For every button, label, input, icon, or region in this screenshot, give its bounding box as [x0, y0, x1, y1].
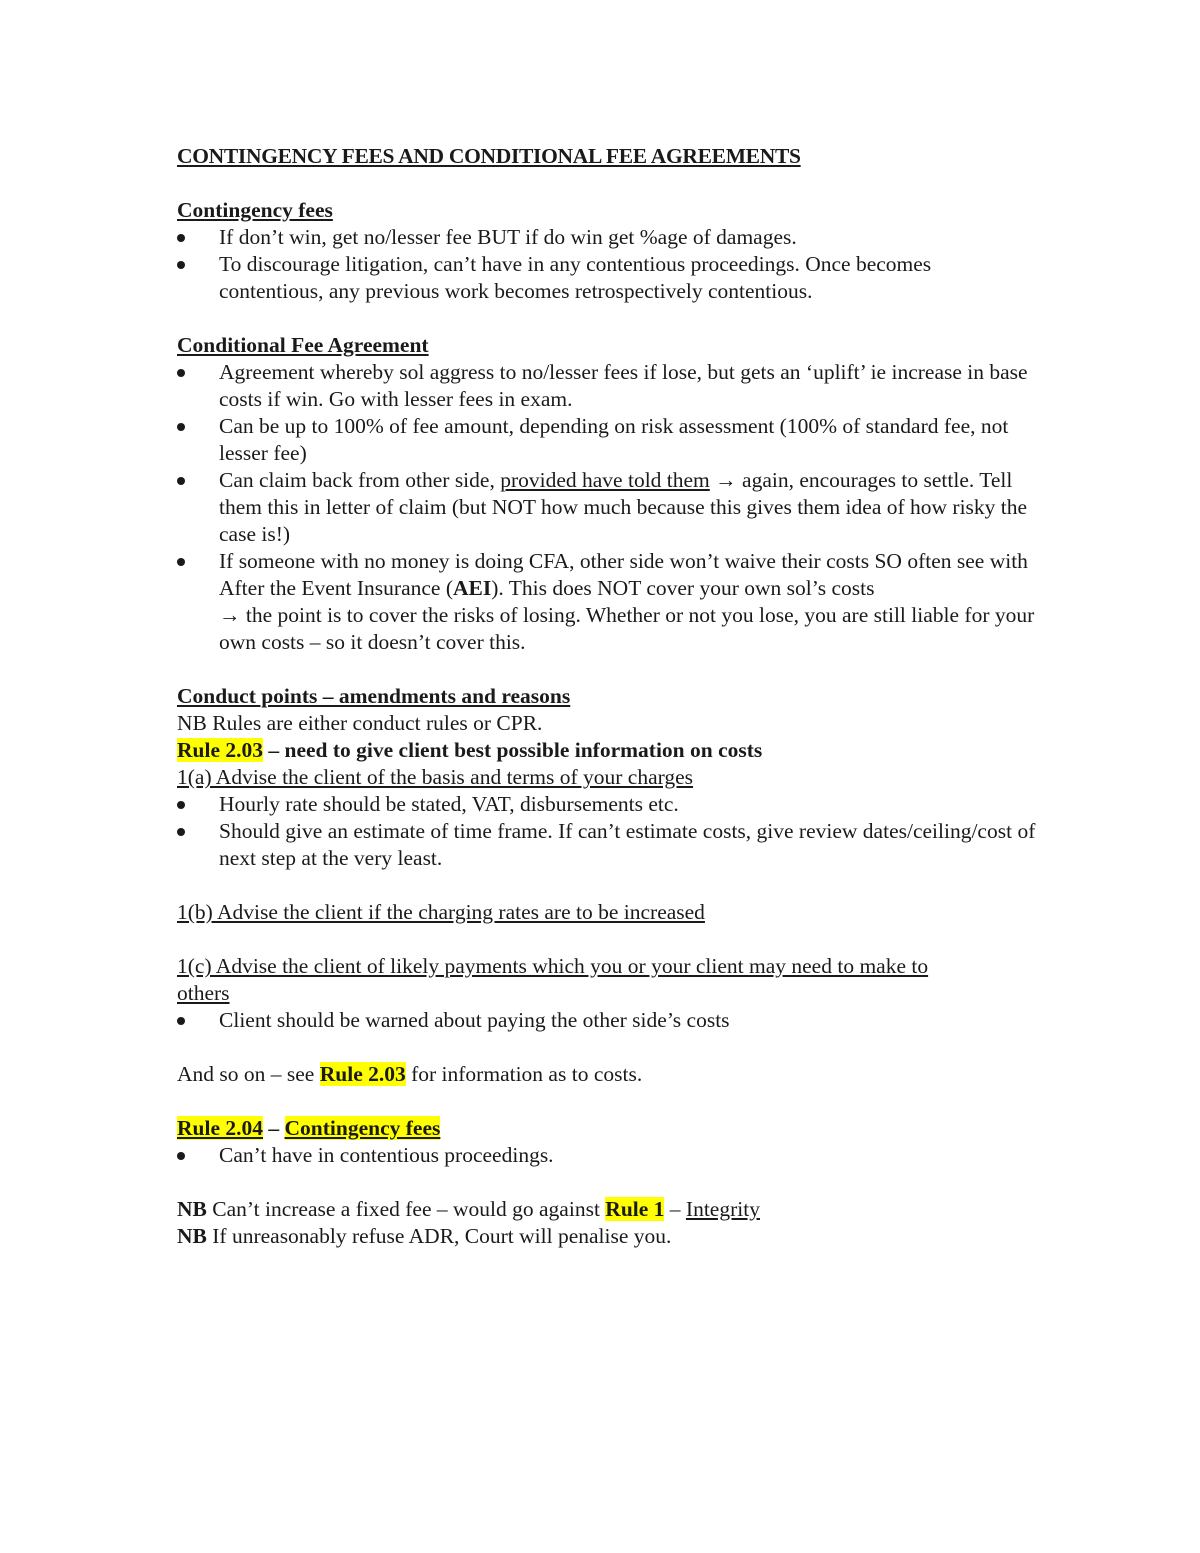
nb-label: NB	[177, 1224, 207, 1248]
text-span: the point is to cover the risks of losing. Whether or not you lose, you are still liable for your own costs – so it doesn’t cover this.	[219, 603, 1035, 654]
text-span: –	[263, 1116, 285, 1140]
section-heading-rule-2-04	[177, 1115, 1037, 1142]
text-span: ). This does NOT cover your own sol’s costs	[491, 576, 875, 600]
bold-text: – need to give client best possible information on costs	[263, 738, 763, 762]
list-item: Hourly rate should be stated, VAT, disbursements etc.	[177, 791, 1037, 818]
list-item: Can’t have in contentious proceedings.	[177, 1142, 1037, 1169]
text-span: If someone with no money is doing CFA, other side won’t waive their costs SO often see with After the Event Insurance (	[219, 549, 1028, 600]
nb-fixed-fee-line	[177, 1196, 1037, 1223]
section-heading-contingency-fees: Contingency fees	[177, 198, 333, 222]
rule-reference: Rule 2.04	[177, 1116, 263, 1140]
section-heading-conduct-points: Conduct points – amendments and reasons	[177, 684, 571, 708]
text-span: for information as to costs.	[405, 1062, 643, 1086]
document-title: CONTINGENCY FEES AND CONDITIONAL FEE AGREEMENTS	[177, 144, 801, 168]
subheading-1c-cont: others	[177, 981, 230, 1005]
document-body	[177, 143, 1037, 1250]
text-span: Can’t increase a fixed fee – would go against	[206, 1197, 606, 1221]
rule-reference: Rule 1	[605, 1197, 665, 1221]
list-1c	[177, 1007, 1037, 1034]
contingency-fees-list	[177, 224, 1037, 305]
list-item: Agreement whereby sol aggress to no/lesser fees if lose, but gets an ‘uplift’ ie increase in base costs if win. Go with lesser fees in exam.	[177, 359, 1037, 413]
nb-rules-line: NB Rules are either conduct rules or CPR.	[177, 711, 543, 735]
underlined-text: Integrity	[685, 1197, 760, 1221]
text-span: If unreasonably refuse ADR, Court will penalise you.	[206, 1224, 672, 1248]
subheading-1b: 1(b) Advise the client if the charging rates are to be increased	[177, 900, 705, 924]
text-span: again, encourages to settle. Tell them this in letter of claim (but NOT how much because this gives them idea of how risky the case is!)	[219, 468, 1028, 546]
list-item: If don’t win, get no/lesser fee BUT if do win get %age of damages.	[177, 224, 1037, 251]
rule-reference: Rule 2.03	[319, 1062, 406, 1086]
list-item: Can be up to 100% of fee amount, depending on risk assessment (100% of standard fee, not lesser fee)	[177, 413, 1037, 467]
nb-adr-line	[177, 1223, 1037, 1250]
section-heading-conditional-fee-agreement: Conditional Fee Agreement	[177, 333, 429, 357]
arrow-right-icon: →	[715, 468, 737, 492]
subheading-1c: 1(c) Advise the client of likely payments which you or your client may need to make to	[177, 954, 929, 978]
underlined-text: provided have told them	[500, 468, 710, 492]
list-item	[177, 467, 1037, 548]
highlighted-heading: Contingency fees	[284, 1116, 441, 1140]
rule-reference: Rule 2.03	[177, 738, 263, 762]
text-span: –	[664, 1197, 686, 1221]
list-item: Should give an estimate of time frame. If can’t estimate costs, give review dates/ceiling/cost of next step at the very least.	[177, 818, 1037, 872]
list-item: Client should be warned about paying the other side’s costs	[177, 1007, 1037, 1034]
nb-label: NB	[177, 1197, 207, 1221]
list-1a	[177, 791, 1037, 872]
rule-2-03-line	[177, 737, 1037, 764]
and-so-on-line	[177, 1061, 1037, 1088]
text-span: And so on – see	[177, 1062, 320, 1086]
list-item	[177, 548, 1037, 656]
text-span: Can claim back from other side,	[219, 468, 501, 492]
subheading-1a: 1(a) Advise the client of the basis and terms of your charges	[177, 765, 694, 789]
list-item: To discourage litigation, can’t have in any contentious proceedings. Once becomes contentious, any previous work becomes retrospectively contentious.	[177, 251, 1037, 305]
bold-text: AEI	[453, 576, 492, 600]
rule-2-04-list	[177, 1142, 1037, 1169]
cfa-list	[177, 359, 1037, 656]
arrow-right-icon: →	[219, 603, 241, 627]
